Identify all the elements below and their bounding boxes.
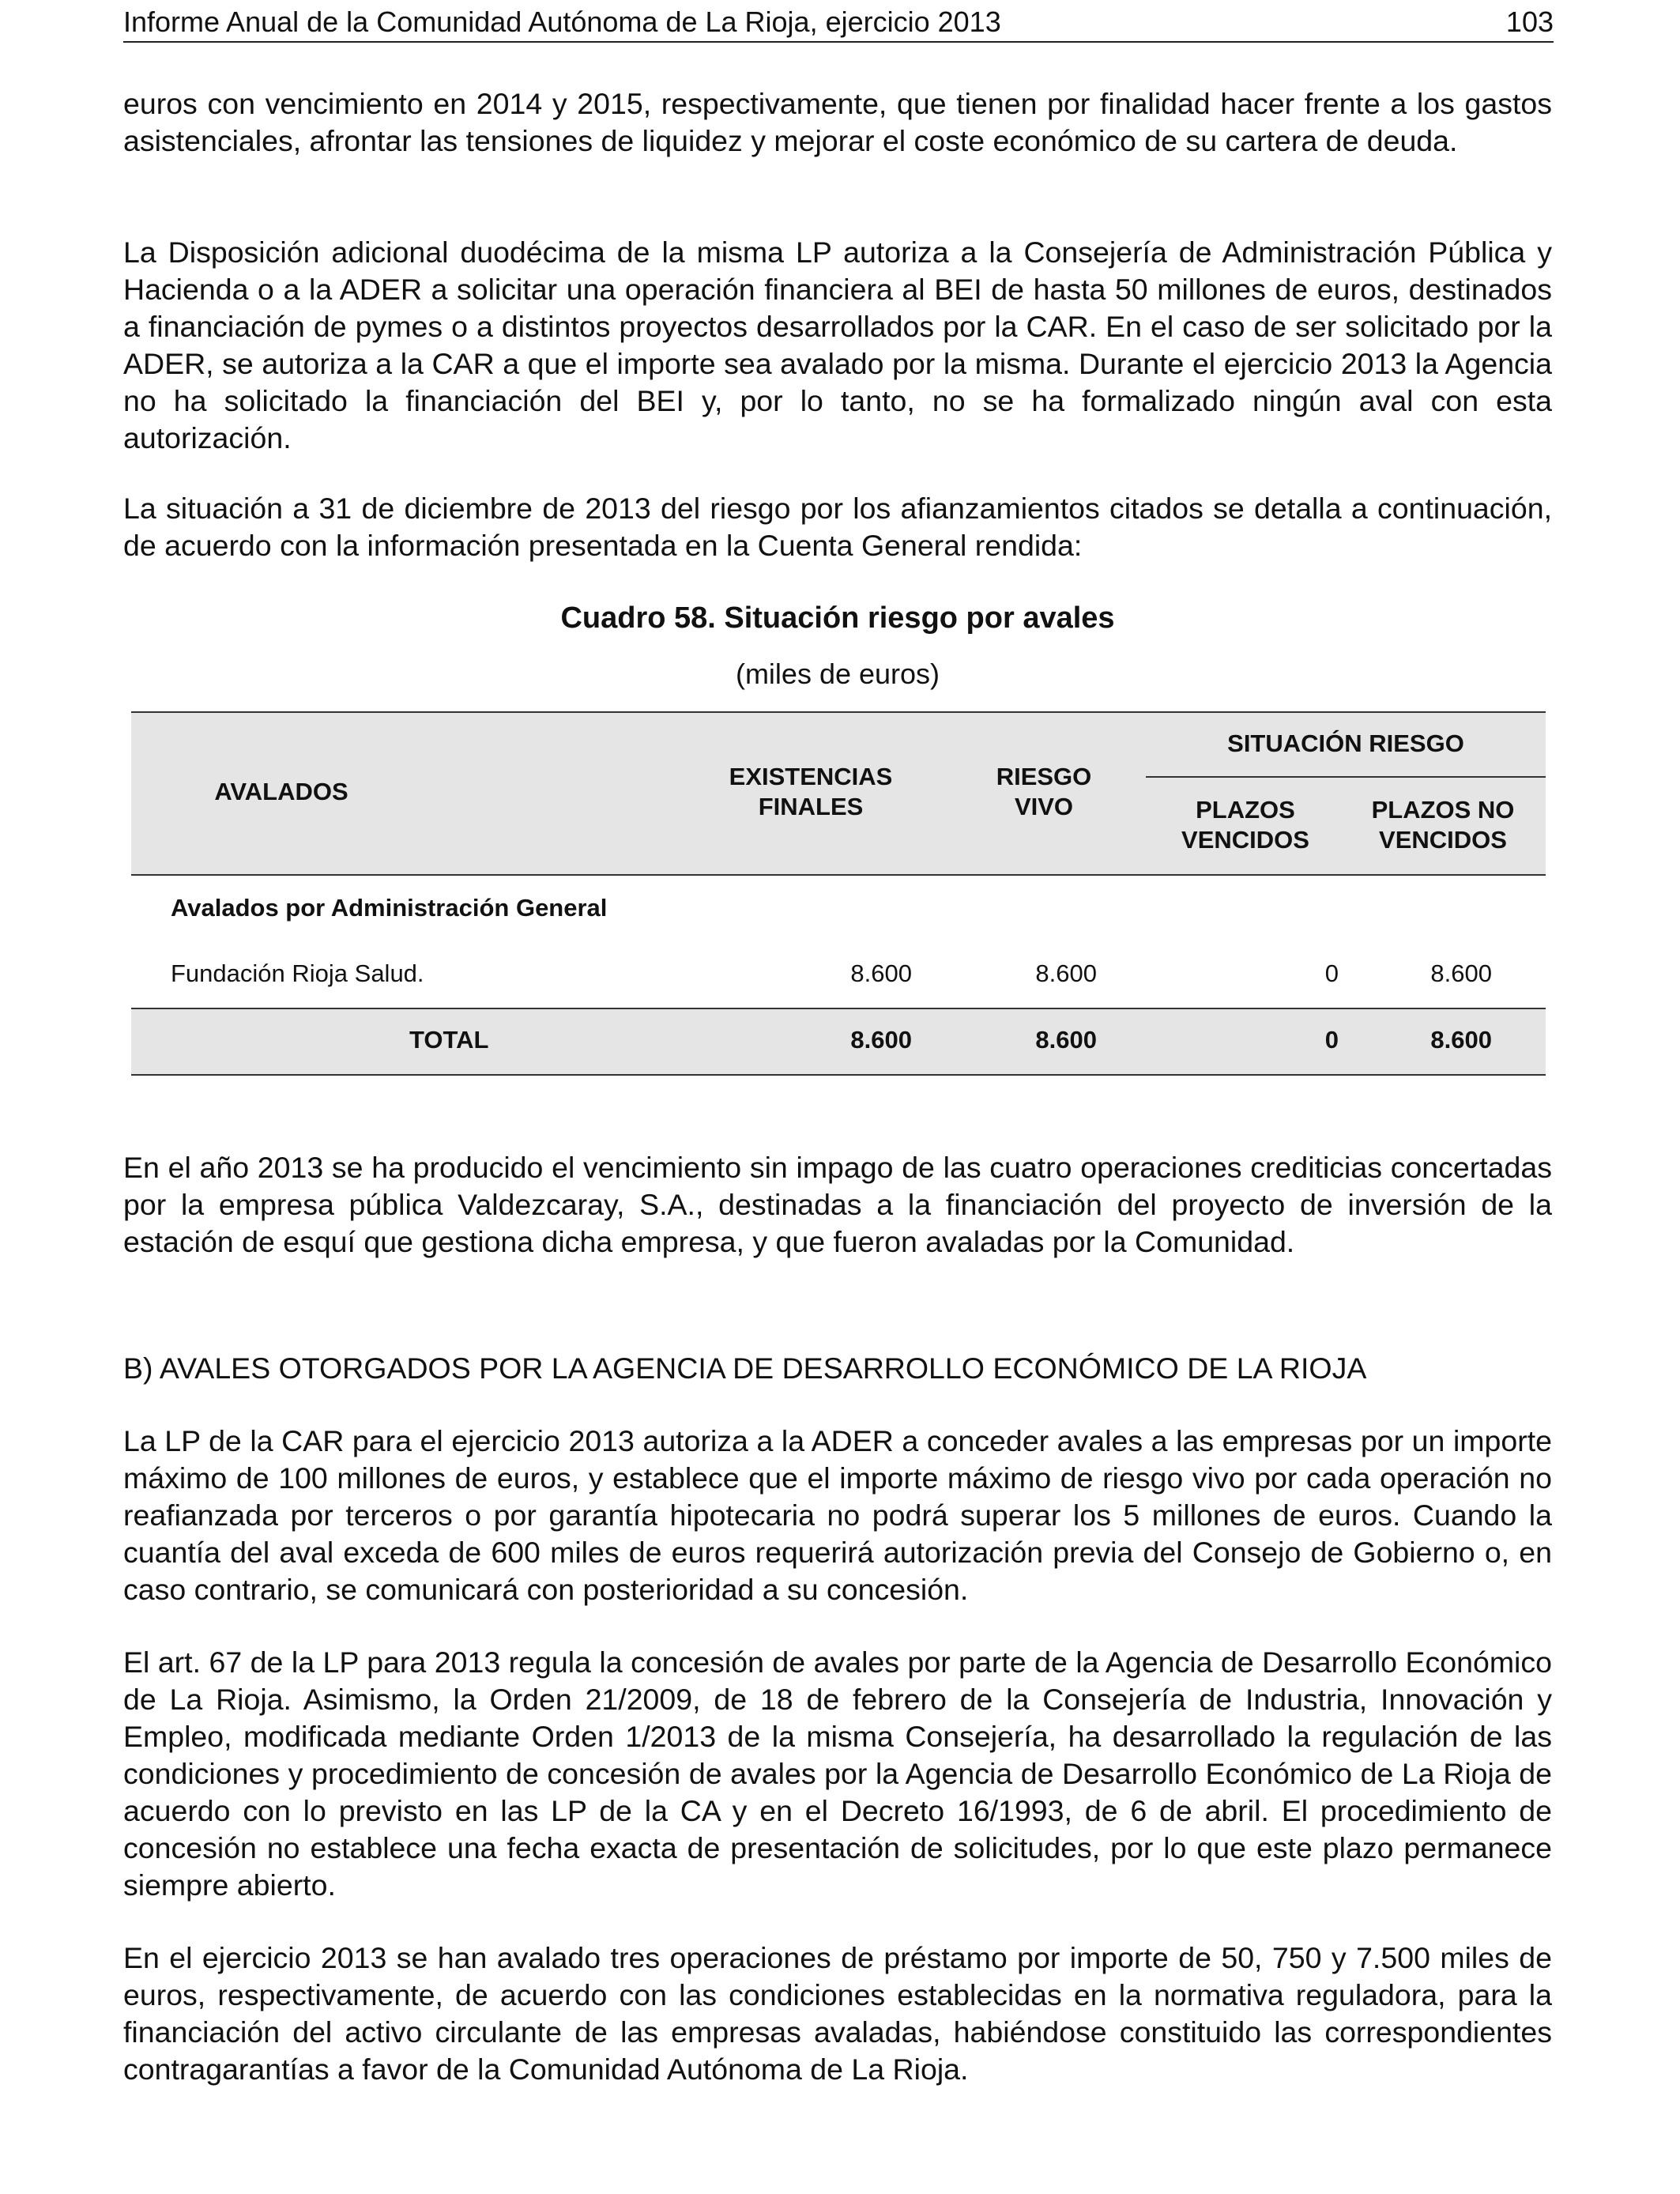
- section-heading: B) AVALES OTORGADOS POR LA AGENCIA DE DESARROLLO ECONÓMICO DE LA RIOJA: [123, 1351, 1367, 1385]
- total-plazos-no-vencidos: 8.600: [1430, 1026, 1492, 1054]
- page-number: 103: [1505, 6, 1554, 38]
- paragraph: La situación a 31 de diciembre de 2013 del riesgo por los afianzamientos citados se detalla a continuación, de acuerdo con la información presentada en la Cuenta General rendida:: [123, 492, 1552, 562]
- row-plazos-no-vencidos: 8.600: [1430, 959, 1492, 987]
- row-name: Fundación Rioja Salud.: [171, 959, 424, 987]
- header-riesgo-vivo: RIESGO VIVO: [996, 763, 1092, 820]
- table-subtitle: (miles de euros): [735, 658, 940, 690]
- paragraph: En el año 2013 se ha producido el vencimiento sin impago de las cuatro operaciones crediticias concertadas por la empresa pública Valdezcaray, S.A., destinadas a la financiación del proyecto de inversión de la estación de esquí que gestiona dicha empresa, y que fueron avaladas por la Comunidad.: [123, 1151, 1552, 1258]
- header-avalados: AVALADOS: [214, 778, 348, 805]
- header-plazos-vencidos: PLAZOS VENCIDOS: [1181, 796, 1309, 854]
- header-divider: [1146, 776, 1546, 778]
- risk-table: [131, 711, 1546, 1075]
- table-title: Cuadro 58. Situación riesgo por avales: [560, 601, 1115, 635]
- total-existencias: 8.600: [850, 1026, 912, 1054]
- total-label: TOTAL: [409, 1026, 489, 1054]
- header-situacion-riesgo: SITUACIÓN RIESGO: [1227, 729, 1464, 757]
- page-header: [123, 5, 1554, 43]
- header-existencias: EXISTENCIAS FINALES: [729, 763, 893, 820]
- paragraph: La Disposición adicional duodécima de la misma LP autoriza a la Consejería de Administración Pública y Hacienda o a la ADER a solicitar una operación financiera al BEI de hasta 50 millones de euros, destinados a financiación de pymes o a distintos proyectos desarrollados por la CAR. En el caso de ser solicitado por la ADER, se autoriza a la CAR a que el importe sea avalado por la misma. Durante el ejercicio 2013 la Agencia no ha solicitado la financiación del BEI y, por lo tanto, no se ha formalizado ningún aval con esta autorización.: [123, 236, 1552, 454]
- paragraph: El art. 67 de la LP para 2013 regula la concesión de avales por parte de la Agencia de Desarrollo Económico de La Rioja. Asimismo, la Orden 21/2009, de 18 de febrero de la Consejería de Industria, Innovación y Empleo, modificada mediante Orden 1/2013 de la misma Consejería, ha desarrollado la regulación de las condiciones y procedimiento de concesión de avales por la Agencia de Desarrollo Económico de La Rioja de acuerdo con lo previsto en las LP de la CA y en el Decreto 16/1993, de 6 de abril. El procedimiento de concesión no establece una fecha exacta de presentación de solicitudes, por lo que este plazo permanece siempre abierto.: [123, 1646, 1552, 1902]
- paragraph: En el ejercicio 2013 se han avalado tres operaciones de préstamo por importe de 50, 750 y 7.500 miles de euros, respectivamente, de acuerdo con las condiciones establecidas en la normativa reguladora, para la financiación del activo circulante de las empresas avaladas, habiéndose constituido las correspondientes contragarantías a favor de la Comunidad Autónoma de La Rioja.: [123, 1941, 1552, 2086]
- row-riesgo-vivo: 8.600: [1035, 959, 1097, 987]
- row-existencias: 8.600: [850, 959, 912, 987]
- row-plazos-vencidos: 0: [1324, 959, 1339, 987]
- header-plazos-no-vencidos: PLAZOS NO VENCIDOS: [1371, 796, 1515, 854]
- paragraph: La LP de la CAR para el ejercicio 2013 autoriza a la ADER a conceder avales a las empresas por un importe máximo de 100 millones de euros, y establece que el importe máximo de riesgo vivo por cada operación no reafianzada por terceros o por garantía hipotecaria no podrá superar los 5 millones de euros. Cuando la cuantía del aval exceda de 600 miles de euros requerirá autorización previa del Consejo de Gobierno o, en caso contrario, se comunicará con posterioridad a su concesión.: [123, 1424, 1552, 1606]
- header-title: Informe Anual de la Comunidad Autónoma de La Rioja, ejercicio 2013: [123, 6, 1001, 38]
- group-label: Avalados por Administración General: [171, 894, 608, 922]
- paragraph: euros con vencimiento en 2014 y 2015, respectivamente, que tienen por finalidad hacer frente a los gastos asistenciales, afrontar las tensiones de liquidez y mejorar el coste económico de su cartera de deuda.: [123, 87, 1552, 157]
- total-riesgo-vivo: 8.600: [1035, 1026, 1097, 1054]
- total-plazos-vencidos: 0: [1324, 1026, 1339, 1054]
